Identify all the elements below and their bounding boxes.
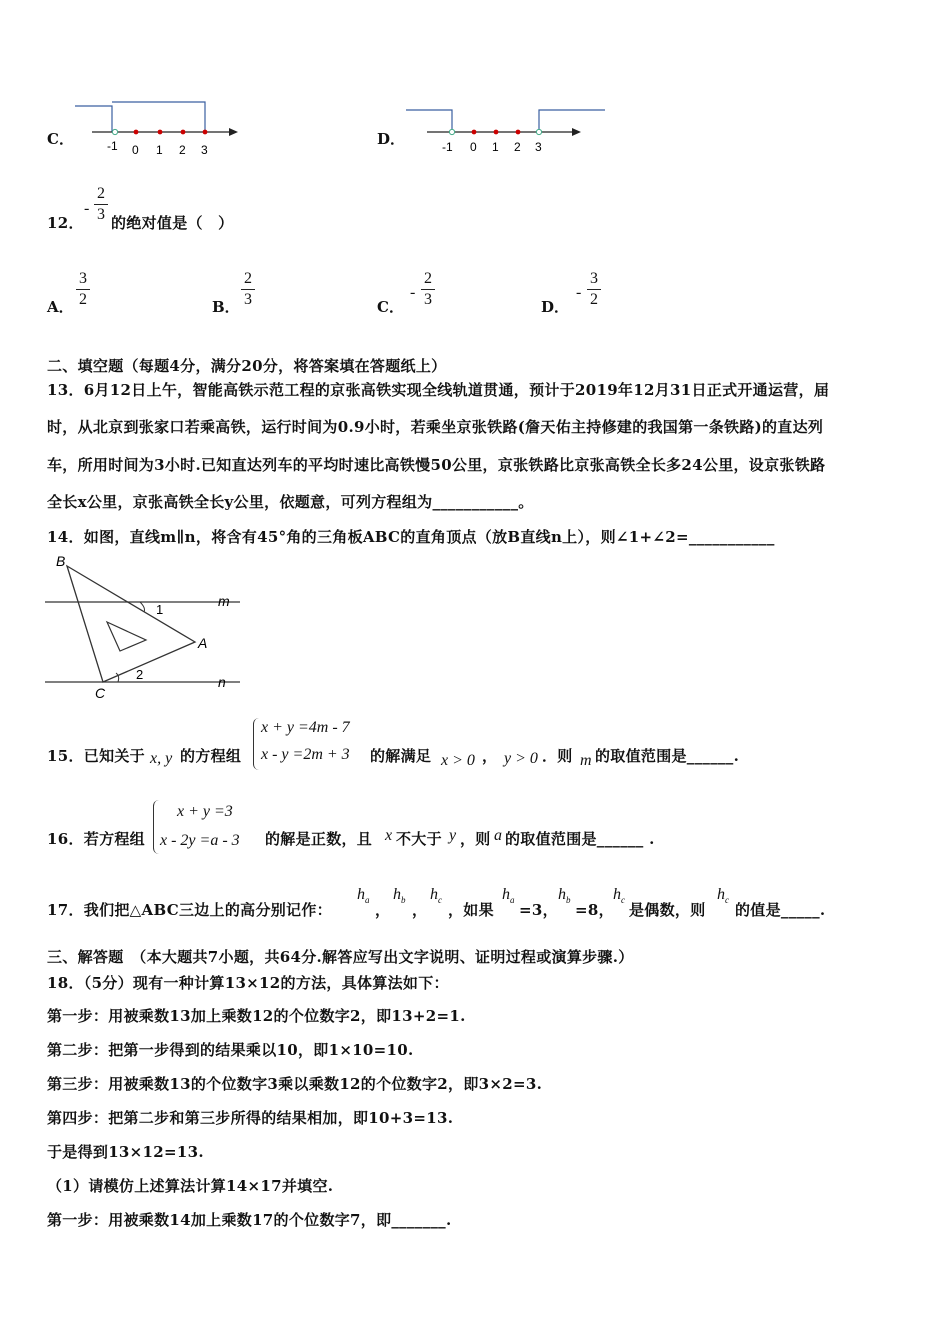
q17-tail: 的值是_____. [735,901,826,919]
option-c-label: C． [47,130,74,148]
point-minus1-d [449,129,454,134]
q18-step: 第三步：用被乘数13的个位数字3乘以乘数12的个位数字2，即3×2=3. [47,1075,543,1093]
equation: x - 2y =a - 3 [160,832,240,849]
tick-label: 0 [132,143,139,157]
tick-label: 1 [156,143,163,157]
number-line-d [402,102,612,160]
h-symbol: h [430,886,438,903]
angle-2-arc [116,673,119,682]
separator: ， [375,901,391,919]
q16-text: 的解是正数，且 [265,830,373,848]
h-symbol: h [393,886,401,903]
q17-eq8: =8， [575,901,614,919]
option-d-label: D． [377,130,406,148]
h-c [430,886,442,905]
q17-pre: 17．我们把△ABC三边上的高分别记作： [47,901,332,919]
numerator: 3 [590,270,598,287]
equation: x + y =4m - 7 [261,719,350,736]
minus-sign: - [576,284,582,301]
point-1-d [494,130,499,135]
tick-label: 3 [201,143,208,157]
tick-label: 1 [492,140,499,154]
point-minus1-c [112,129,117,134]
q13-line: 时，从北京到张家口若乘高铁，运行时间为0.9小时，若乘坐京张铁路(詹天佑主持修建的我国第一条铁路)的直达列 [47,418,824,436]
equation: x - y =2m + 3 [261,746,350,763]
tick-label: -1 [442,140,453,154]
q17-if: ，如果 [448,901,494,919]
subscript: c [621,895,625,906]
brace [253,718,259,770]
h-b [393,886,406,905]
minus-sign: - [410,284,416,301]
q13-line: 车，所用时间为3小时.已知直达列车的平均时速比高铁慢50公里，京张铁路比京张高铁全长多24公里，设京张铁路 [47,456,826,474]
point-0-c [134,130,139,135]
q18-step: 第一步：用被乘数14加上乘数17的个位数字7，即_______. [47,1211,452,1229]
inner-triangle [107,622,146,651]
label-n: n [218,674,226,690]
angle-1-label: 1 [156,602,164,617]
q16-text: ，则 [460,830,491,848]
h-symbol: h [613,886,621,903]
question-stem: 的绝对值是（ ） [111,214,234,232]
q15-vars: x, y [150,750,173,767]
h-b [558,886,571,905]
fraction-bar [421,289,435,290]
tick-label: 2 [514,140,521,154]
brace [153,800,159,854]
tick-label: 3 [535,140,542,154]
subscript: b [566,895,571,906]
section-heading: 三、解答题 （本大题共7小题，共64分.解答应写出文字说明、证明过程或演算步骤.） [47,948,634,966]
denominator: 3 [424,291,432,308]
fraction-bar [587,289,601,290]
option-b-label: B． [212,298,240,316]
subscript: a [510,895,515,906]
option-d-label: D． [541,298,570,316]
denominator: 3 [244,291,252,308]
q17-even: 是偶数，则 [629,901,706,919]
h-symbol: h [717,886,725,903]
q18-intro: 18．（5分）现有一种计算13×12的方法，具体算法如下： [47,974,449,992]
q17-eq3: =3， [519,901,558,919]
point-3-c [203,130,208,135]
triangle-abc [67,566,195,682]
var-a: a [494,827,503,844]
triangle-figure [40,550,250,700]
denominator: 2 [590,291,598,308]
label-b: B [56,553,66,569]
q15-post2: ．则 [542,747,573,765]
q13-line: 全长x公里，京张高铁全长y公里，依题意，可列方程组为___________。 [47,493,534,511]
comma: ， [482,747,498,765]
var-x: x [385,827,393,844]
subscript: a [365,895,370,906]
fraction [587,270,601,309]
q15-post3: 的取值范围是______. [595,747,740,765]
fraction [421,270,435,309]
fraction-bar [241,289,255,290]
q18-result: 于是得到13×12=13. [47,1143,204,1161]
option-c-label: C． [377,298,404,316]
point-2-d [516,130,521,135]
numerator: 2 [244,270,252,287]
numerator: 2 [97,185,105,202]
fraction [241,270,255,309]
option-a-label: A． [47,298,74,316]
q16-pre: 16．若方程组 [47,830,145,848]
q14-text: 14．如图，直线m∥n，将含有45°角的三角板ABC的直角顶点（放B直线n上），则∠1+∠2=___________ [47,528,775,546]
label-m: m [218,593,230,609]
q18-part1: （1）请模仿上述算法计算14×17并填空. [47,1177,334,1195]
q15-pre: 15．已知关于 [47,747,145,765]
point-2-c [181,130,186,135]
q13-line: 13．6月12日上午，智能高铁示范工程的京张高铁实现全线轨道贯通，预计于2019年12月31日正式开通运营，届 [47,381,830,399]
point-0-d [472,130,477,135]
arrow-d [572,128,581,136]
denominator: 2 [79,291,87,308]
ray-left-d [406,110,452,132]
label-c: C [95,685,106,700]
q15-mid: 的方程组 [180,747,242,765]
tick-label: 2 [179,143,186,157]
minus-sign: - [84,200,90,217]
numerator: 2 [424,270,432,287]
ray-left-c [75,106,112,132]
fraction [76,270,90,309]
condition: y > 0 [504,750,538,767]
subscript: c [438,895,442,906]
q18-step: 第四步：把第二步和第三步所得的结果相加，即10+3=13. [47,1109,454,1127]
subscript: b [401,895,406,906]
point-1-c [158,130,163,135]
condition: x > 0 [441,752,475,769]
point-3-d [536,129,541,134]
denominator: 3 [97,206,105,223]
h-c [717,886,729,905]
subscript: c [725,895,729,906]
equation: x + y =3 [177,803,233,820]
h-c [613,886,625,905]
fraction [94,185,108,224]
h-symbol: h [558,886,566,903]
q18-step: 第一步：用被乘数13加上乘数12的个位数字2，即13+2=1. [47,1007,466,1025]
label-a: A [198,635,208,651]
angle-2-label: 2 [136,667,144,682]
h-symbol: h [502,886,510,903]
h-symbol: h [357,886,365,903]
q18-step: 第二步：把第一步得到的结果乘以10，即1×10=10. [47,1041,414,1059]
ray-right-c [112,102,205,132]
number-line-c [70,98,245,160]
var-y: y [449,827,457,844]
fraction-bar [76,289,90,290]
tick-label: 0 [470,140,477,154]
tick-label: -1 [107,139,118,153]
h-a [357,886,370,905]
q16-text: 不大于 [396,830,442,848]
separator: ， [412,901,428,919]
arrow-c [229,128,238,136]
fraction-bar [94,204,108,205]
h-a [502,886,515,905]
numerator: 3 [79,270,87,287]
var-m: m [580,752,592,769]
section-heading: 二、填空题（每题4分，满分20分，将答案填在答题纸上） [47,357,447,375]
q15-post: 的解满足 [370,747,432,765]
question-number: 12． [47,214,84,232]
q16-text: 的取值范围是______ . [505,830,655,848]
